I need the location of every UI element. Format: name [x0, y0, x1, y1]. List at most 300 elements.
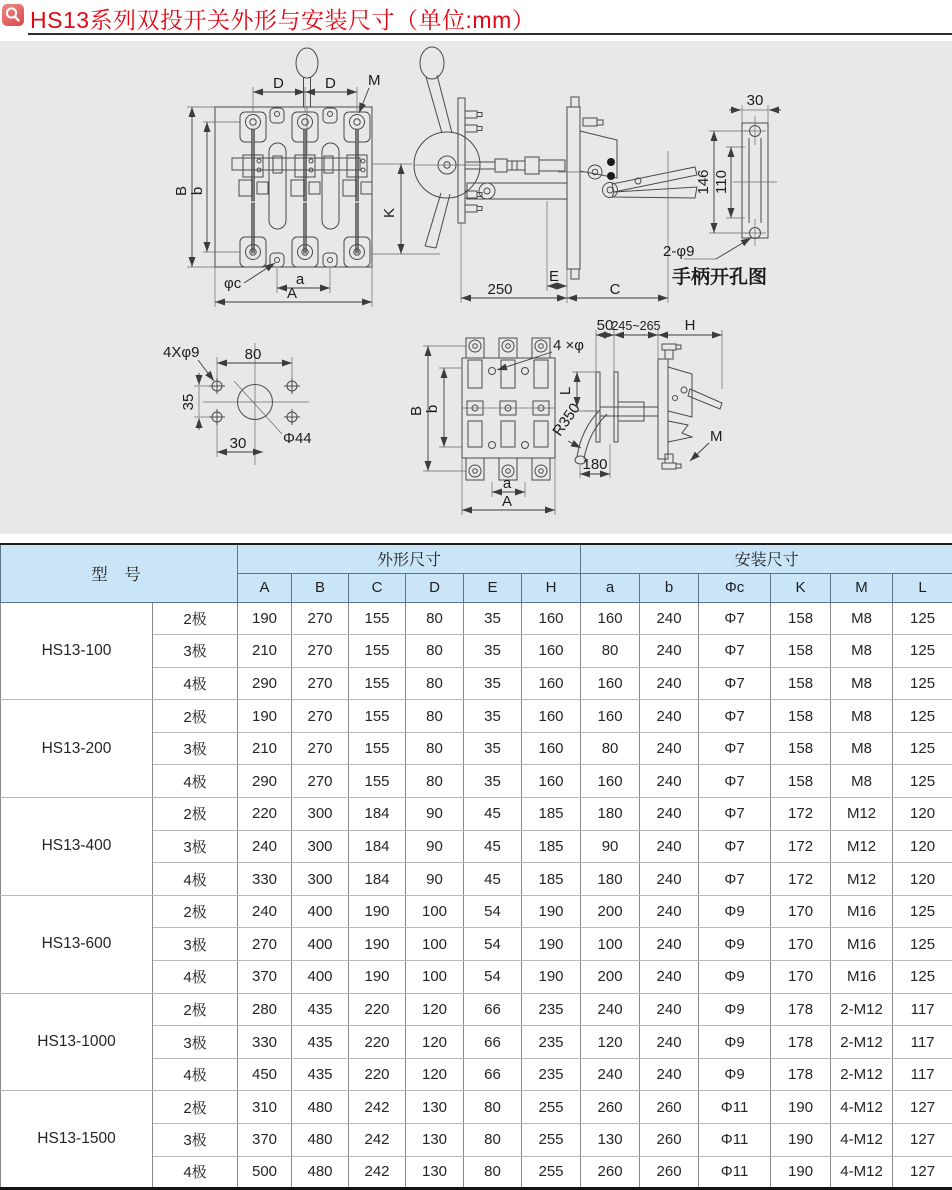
dim-label-M1: M: [368, 72, 381, 89]
table-row: [1, 1091, 952, 1124]
value-cell: Φ7: [699, 700, 771, 733]
value-cell: Φ7: [699, 635, 771, 668]
value-cell: 190: [522, 895, 581, 928]
value-cell: 270: [292, 635, 349, 668]
value-cell: 435: [292, 1058, 349, 1091]
value-cell: 35: [464, 700, 522, 733]
poles-cell: 4极: [153, 961, 238, 994]
dim-label-M2: M: [710, 428, 723, 445]
value-cell: 4-M12: [831, 1091, 893, 1124]
value-cell: 255: [522, 1124, 581, 1157]
value-cell: 100: [406, 895, 464, 928]
value-cell: 125: [893, 602, 952, 635]
value-cell: Φ9: [699, 993, 771, 1026]
label-4xphi9: 4Xφ9: [163, 344, 200, 361]
value-cell: 184: [349, 830, 406, 863]
poles-cell: 2极: [153, 602, 238, 635]
value-cell: M16: [831, 895, 893, 928]
value-cell: 90: [406, 798, 464, 831]
dim-label-B-bottom: B: [408, 405, 425, 417]
value-cell: 100: [581, 928, 640, 961]
value-cell: 260: [581, 1091, 640, 1124]
value-cell: Φ7: [699, 602, 771, 635]
value-cell: 35: [464, 602, 522, 635]
value-cell: 155: [349, 667, 406, 700]
value-cell: 290: [238, 765, 292, 798]
technical-drawings: [0, 41, 952, 534]
poles-cell: 4极: [153, 667, 238, 700]
value-cell: 54: [464, 961, 522, 994]
value-cell: 160: [522, 700, 581, 733]
value-cell: 235: [522, 1058, 581, 1091]
poles-cell: 3极: [153, 1124, 238, 1157]
value-cell: M8: [831, 602, 893, 635]
value-cell: 117: [893, 1058, 952, 1091]
value-cell: 125: [893, 928, 952, 961]
value-cell: Φ9: [699, 895, 771, 928]
value-cell: 240: [640, 667, 699, 700]
value-cell: 155: [349, 732, 406, 765]
value-cell: 80: [464, 1091, 522, 1124]
model-cell: HS13-200: [1, 700, 153, 798]
poles-cell: 3极: [153, 1026, 238, 1059]
value-cell: 4-M12: [831, 1124, 893, 1157]
poles-cell: 2极: [153, 798, 238, 831]
value-cell: 125: [893, 732, 952, 765]
value-cell: 158: [771, 700, 831, 733]
value-cell: 178: [771, 993, 831, 1026]
value-cell: 290: [238, 667, 292, 700]
value-cell: 300: [292, 863, 349, 896]
value-cell: 200: [581, 895, 640, 928]
value-cell: 35: [464, 732, 522, 765]
dim-label-110: 110: [713, 170, 730, 194]
value-cell: Φ9: [699, 961, 771, 994]
value-cell: 235: [522, 1026, 581, 1059]
value-cell: 185: [522, 863, 581, 896]
poles-cell: 3极: [153, 635, 238, 668]
value-cell: 240: [640, 993, 699, 1026]
value-cell: 184: [349, 863, 406, 896]
value-cell: 66: [464, 993, 522, 1026]
table-row: [1, 895, 952, 928]
value-cell: 435: [292, 1026, 349, 1059]
label-2-phi9: 2-φ9: [663, 243, 695, 260]
value-cell: 160: [522, 765, 581, 798]
dim-label-B-top: B: [173, 185, 190, 197]
poles-cell: 3极: [153, 928, 238, 961]
value-cell: 160: [522, 602, 581, 635]
value-cell: Φ11: [699, 1124, 771, 1157]
dim-label-K: K: [381, 207, 398, 219]
poles-cell: 2极: [153, 895, 238, 928]
value-cell: 480: [292, 1091, 349, 1124]
value-cell: 190: [771, 1124, 831, 1157]
value-cell: 158: [771, 765, 831, 798]
value-cell: Φ7: [699, 798, 771, 831]
value-cell: 240: [581, 993, 640, 1026]
value-cell: 125: [893, 635, 952, 668]
value-cell: 172: [771, 798, 831, 831]
value-cell: 240: [640, 928, 699, 961]
dim-label-C: C: [609, 281, 621, 298]
header-col-M: M: [831, 573, 893, 602]
header-col-L: L: [893, 573, 952, 602]
value-cell: M8: [831, 765, 893, 798]
value-cell: 90: [406, 830, 464, 863]
value-cell: 190: [349, 961, 406, 994]
value-cell: 300: [292, 798, 349, 831]
label-phi44: Φ44: [283, 430, 312, 447]
value-cell: Φ9: [699, 1026, 771, 1059]
dim-label-L: L: [557, 386, 574, 396]
table-row: [1, 700, 952, 733]
value-cell: 242: [349, 1156, 406, 1189]
value-cell: 120: [893, 798, 952, 831]
header-col-E: E: [464, 573, 522, 602]
mount-hole-drawing: [163, 343, 312, 465]
value-cell: 240: [238, 895, 292, 928]
value-cell: 170: [771, 895, 831, 928]
value-cell: 190: [522, 961, 581, 994]
value-cell: 240: [640, 700, 699, 733]
value-cell: 480: [292, 1156, 349, 1189]
value-cell: 220: [349, 993, 406, 1026]
value-cell: 80: [464, 1156, 522, 1189]
value-cell: 4-M12: [831, 1156, 893, 1189]
value-cell: 120: [893, 863, 952, 896]
value-cell: 155: [349, 765, 406, 798]
header-col-D: D: [406, 573, 464, 602]
value-cell: 120: [893, 830, 952, 863]
dim-label-250: 250: [487, 281, 513, 298]
value-cell: 190: [771, 1156, 831, 1189]
dim-label-245-265: 245~265: [611, 319, 661, 333]
value-cell: 80: [406, 732, 464, 765]
dim-label-D2: D: [325, 75, 336, 92]
poles-cell: 4极: [153, 1058, 238, 1091]
value-cell: 270: [292, 732, 349, 765]
value-cell: 120: [406, 993, 464, 1026]
dim-label-A-top: A: [286, 285, 298, 302]
value-cell: 45: [464, 830, 522, 863]
value-cell: 172: [771, 830, 831, 863]
value-cell: 435: [292, 993, 349, 1026]
value-cell: 240: [640, 1026, 699, 1059]
value-cell: M8: [831, 635, 893, 668]
dim-label-H: H: [684, 317, 696, 334]
value-cell: M16: [831, 928, 893, 961]
value-cell: 178: [771, 1058, 831, 1091]
value-cell: Φ9: [699, 928, 771, 961]
value-cell: 260: [640, 1124, 699, 1157]
value-cell: 270: [292, 667, 349, 700]
value-cell: 185: [522, 830, 581, 863]
header-col-b: b: [640, 573, 699, 602]
value-cell: 160: [522, 635, 581, 668]
value-cell: 400: [292, 961, 349, 994]
value-cell: 45: [464, 863, 522, 896]
value-cell: 240: [640, 798, 699, 831]
dim-label-180: 180: [582, 456, 608, 473]
value-cell: 125: [893, 961, 952, 994]
value-cell: 310: [238, 1091, 292, 1124]
value-cell: 90: [581, 830, 640, 863]
value-cell: M12: [831, 863, 893, 896]
value-cell: 158: [771, 732, 831, 765]
poles-cell: 2极: [153, 1091, 238, 1124]
value-cell: 117: [893, 1026, 952, 1059]
value-cell: 400: [292, 895, 349, 928]
value-cell: 158: [771, 602, 831, 635]
value-cell: 235: [522, 993, 581, 1026]
value-cell: 125: [893, 700, 952, 733]
value-cell: 242: [349, 1124, 406, 1157]
model-cell: HS13-1000: [1, 993, 153, 1091]
value-cell: 190: [238, 700, 292, 733]
value-cell: 155: [349, 602, 406, 635]
value-cell: 255: [522, 1091, 581, 1124]
value-cell: 240: [640, 765, 699, 798]
value-cell: 190: [522, 928, 581, 961]
value-cell: 240: [640, 863, 699, 896]
value-cell: 66: [464, 1058, 522, 1091]
value-cell: 155: [349, 700, 406, 733]
value-cell: 270: [238, 928, 292, 961]
value-cell: 127: [893, 1091, 952, 1124]
poles-cell: 3极: [153, 830, 238, 863]
value-cell: 66: [464, 1026, 522, 1059]
value-cell: 190: [349, 895, 406, 928]
value-cell: 260: [640, 1156, 699, 1189]
value-cell: 240: [640, 830, 699, 863]
value-cell: 450: [238, 1058, 292, 1091]
model-cell: HS13-100: [1, 602, 153, 700]
value-cell: 200: [581, 961, 640, 994]
value-cell: 160: [581, 700, 640, 733]
value-cell: 130: [406, 1091, 464, 1124]
header-col-H: H: [522, 573, 581, 602]
value-cell: 370: [238, 961, 292, 994]
value-cell: Φ9: [699, 1058, 771, 1091]
header-install-group: 安装尺寸: [581, 544, 952, 573]
value-cell: 155: [349, 635, 406, 668]
value-cell: 270: [292, 765, 349, 798]
value-cell: 117: [893, 993, 952, 1026]
poles-cell: 2极: [153, 700, 238, 733]
value-cell: 80: [581, 732, 640, 765]
value-cell: 130: [581, 1124, 640, 1157]
value-cell: Φ7: [699, 830, 771, 863]
value-cell: 35: [464, 765, 522, 798]
value-cell: 2-M12: [831, 993, 893, 1026]
value-cell: 480: [292, 1124, 349, 1157]
value-cell: 160: [522, 667, 581, 700]
header-col-K: K: [771, 573, 831, 602]
value-cell: M16: [831, 961, 893, 994]
dim-label-80: 80: [244, 346, 262, 363]
value-cell: 178: [771, 1026, 831, 1059]
value-cell: 160: [581, 765, 640, 798]
value-cell: 80: [406, 765, 464, 798]
poles-cell: 4极: [153, 1156, 238, 1189]
poles-cell: 4极: [153, 863, 238, 896]
side-view-top-drawing: [414, 47, 697, 303]
header-col-A: A: [238, 573, 292, 602]
dim-label-30-handle: 30: [746, 92, 764, 109]
value-cell: 270: [292, 602, 349, 635]
value-cell: 160: [581, 667, 640, 700]
poles-cell: 2极: [153, 993, 238, 1026]
value-cell: Φ7: [699, 765, 771, 798]
value-cell: 300: [292, 830, 349, 863]
value-cell: 45: [464, 798, 522, 831]
header-col-a: a: [581, 573, 640, 602]
table-row: [1, 798, 952, 831]
table-row: [1, 602, 952, 635]
dim-label-30-mount: 30: [229, 435, 247, 452]
value-cell: 125: [893, 667, 952, 700]
value-cell: 125: [893, 895, 952, 928]
dim-label-a-top: a: [295, 271, 305, 288]
dim-label-phic: φc: [224, 275, 242, 292]
value-cell: 220: [238, 798, 292, 831]
value-cell: 170: [771, 928, 831, 961]
dim-label-35: 35: [180, 393, 197, 411]
value-cell: 240: [640, 961, 699, 994]
header-model: 型 号: [1, 544, 238, 602]
value-cell: M12: [831, 830, 893, 863]
value-cell: 330: [238, 1026, 292, 1059]
model-cell: HS13-600: [1, 895, 153, 993]
value-cell: M8: [831, 667, 893, 700]
value-cell: 160: [581, 602, 640, 635]
value-cell: 190: [349, 928, 406, 961]
handle-hole-drawing: [663, 92, 781, 288]
value-cell: M12: [831, 798, 893, 831]
value-cell: M8: [831, 732, 893, 765]
value-cell: 90: [406, 863, 464, 896]
value-cell: 54: [464, 895, 522, 928]
header-col-C: C: [349, 573, 406, 602]
value-cell: 270: [292, 700, 349, 733]
value-cell: 80: [464, 1124, 522, 1157]
poles-cell: 4极: [153, 765, 238, 798]
value-cell: Φ11: [699, 1156, 771, 1189]
value-cell: 190: [238, 602, 292, 635]
table-header: [1, 544, 952, 602]
value-cell: 210: [238, 635, 292, 668]
value-cell: Φ11: [699, 1091, 771, 1124]
dim-label-b-bottom: b: [424, 404, 441, 414]
value-cell: 120: [406, 1026, 464, 1059]
value-cell: 2-M12: [831, 1058, 893, 1091]
header-col-phic: Φc: [699, 573, 771, 602]
drawing-area: [0, 41, 952, 534]
label-4xphi: 4 ×φ: [553, 337, 584, 354]
value-cell: 220: [349, 1058, 406, 1091]
value-cell: 240: [640, 732, 699, 765]
title-divider: [28, 33, 952, 35]
value-cell: 500: [238, 1156, 292, 1189]
value-cell: 80: [406, 667, 464, 700]
value-cell: 125: [893, 765, 952, 798]
value-cell: 172: [771, 863, 831, 896]
value-cell: 184: [349, 798, 406, 831]
value-cell: Φ7: [699, 732, 771, 765]
dim-label-50: 50: [596, 317, 614, 334]
value-cell: 130: [406, 1124, 464, 1157]
poles-cell: 3极: [153, 732, 238, 765]
value-cell: 400: [292, 928, 349, 961]
value-cell: 80: [406, 602, 464, 635]
value-cell: 330: [238, 863, 292, 896]
value-cell: 100: [406, 961, 464, 994]
value-cell: 2-M12: [831, 1026, 893, 1059]
value-cell: 180: [581, 863, 640, 896]
value-cell: 240: [640, 635, 699, 668]
value-cell: 80: [406, 635, 464, 668]
value-cell: 160: [522, 732, 581, 765]
value-cell: Φ7: [699, 863, 771, 896]
value-cell: 120: [406, 1058, 464, 1091]
value-cell: 54: [464, 928, 522, 961]
handle-hole-caption: 手柄开孔图: [672, 267, 768, 288]
value-cell: 100: [406, 928, 464, 961]
front-view-top-drawing: [173, 48, 440, 307]
model-cell: HS13-1500: [1, 1091, 153, 1189]
value-cell: 240: [581, 1058, 640, 1091]
value-cell: 240: [640, 602, 699, 635]
value-cell: 280: [238, 993, 292, 1026]
value-cell: 242: [349, 1091, 406, 1124]
value-cell: 80: [581, 635, 640, 668]
value-cell: 240: [238, 830, 292, 863]
dim-label-D1: D: [273, 75, 284, 92]
value-cell: 158: [771, 635, 831, 668]
value-cell: 210: [238, 732, 292, 765]
value-cell: 220: [349, 1026, 406, 1059]
dim-label-b-top: b: [189, 186, 206, 196]
magnifier-icon: [2, 4, 24, 26]
value-cell: 190: [771, 1091, 831, 1124]
header-outline-group: 外形尺寸: [238, 544, 581, 573]
value-cell: 240: [640, 895, 699, 928]
value-cell: 127: [893, 1124, 952, 1157]
value-cell: 180: [581, 798, 640, 831]
table-row: [1, 993, 952, 1026]
value-cell: 260: [581, 1156, 640, 1189]
dim-label-a-bottom: a: [502, 475, 512, 492]
value-cell: Φ7: [699, 667, 771, 700]
value-cell: 130: [406, 1156, 464, 1189]
value-cell: 127: [893, 1156, 952, 1189]
dim-label-E: E: [549, 268, 560, 285]
dimensions-table: [0, 543, 952, 1190]
value-cell: 240: [640, 1058, 699, 1091]
header-col-B: B: [292, 573, 349, 602]
value-cell: 260: [640, 1091, 699, 1124]
page-title: HS13系列双投开关外形与安装尺寸（单位:mm）: [30, 7, 536, 33]
dim-label-R350: R350: [549, 400, 584, 440]
value-cell: 35: [464, 635, 522, 668]
value-cell: 170: [771, 961, 831, 994]
dim-label-A-bottom: A: [501, 493, 513, 510]
dim-label-146: 146: [695, 169, 712, 195]
value-cell: 80: [406, 700, 464, 733]
value-cell: M8: [831, 700, 893, 733]
value-cell: 120: [581, 1026, 640, 1059]
